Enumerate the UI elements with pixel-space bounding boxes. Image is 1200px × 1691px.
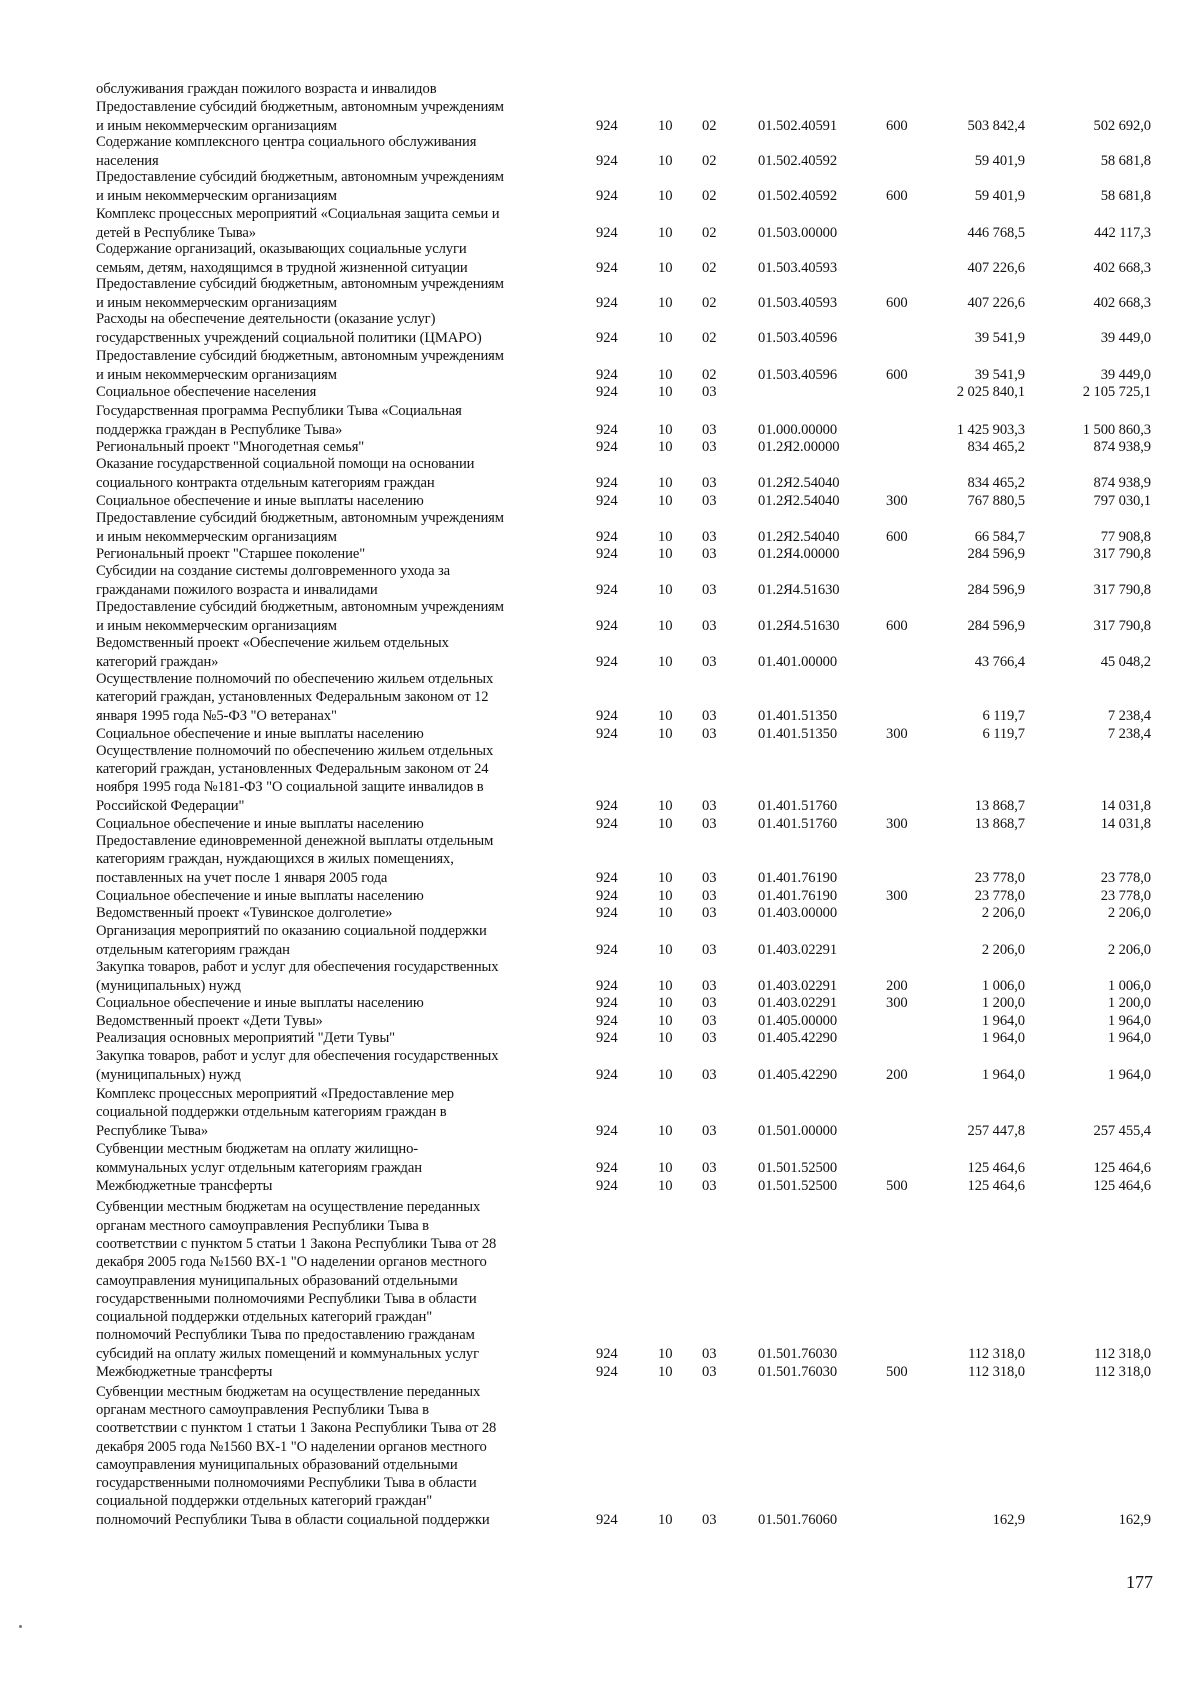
section-code: 10 <box>658 421 673 438</box>
dept-code: 924 <box>596 366 618 383</box>
section-code: 10 <box>658 653 673 670</box>
amount-year-2: 1 006,0 <box>1107 977 1151 994</box>
dept-code: 924 <box>596 1177 618 1194</box>
amount-year-1: 503 842,4 <box>967 117 1025 134</box>
row-description: Реализация основных мероприятий "Дети Тувы" <box>96 1029 396 1046</box>
subsection-code: 02 <box>702 259 717 276</box>
amount-year-1: 407 226,6 <box>967 294 1025 311</box>
amount-year-1: 834 465,2 <box>967 438 1025 455</box>
target-article-code: 01.2Я4.00000 <box>758 545 840 562</box>
section-code: 10 <box>658 581 673 598</box>
target-article-code: 01.503.40596 <box>758 366 838 383</box>
target-article-code: 01.405.42290 <box>758 1029 838 1046</box>
row-description: Содержание организаций, оказывающих социальные услуги семьям, детям, находящимся в трудной жизненной ситуации <box>96 241 468 276</box>
amount-year-1: 1 200,0 <box>981 994 1025 1011</box>
subsection-code: 03 <box>702 994 717 1011</box>
dept-code: 924 <box>596 329 618 346</box>
expense-type-code: 600 <box>886 366 908 383</box>
subsection-code: 03 <box>702 1345 717 1362</box>
amount-year-1: 23 778,0 <box>974 869 1025 886</box>
section-code: 10 <box>658 117 673 134</box>
subsection-code: 02 <box>702 117 717 134</box>
target-article-code: 01.401.51760 <box>758 797 838 814</box>
section-code: 10 <box>658 887 673 904</box>
amount-year-1: 13 868,7 <box>974 815 1025 832</box>
amount-year-1: 834 465,2 <box>967 474 1025 491</box>
dept-code: 924 <box>596 941 618 958</box>
subsection-code: 03 <box>702 707 717 724</box>
amount-year-2: 257 455,4 <box>1093 1122 1151 1139</box>
amount-year-1: 284 596,9 <box>967 545 1025 562</box>
amount-year-2: 23 778,0 <box>1100 869 1151 886</box>
dept-code: 924 <box>596 294 618 311</box>
amount-year-1: 66 584,7 <box>974 528 1025 545</box>
section-code: 10 <box>658 994 673 1011</box>
subsection-code: 02 <box>702 187 717 204</box>
amount-year-1: 6 119,7 <box>982 725 1025 742</box>
subsection-code: 03 <box>702 492 717 509</box>
amount-year-1: 13 868,7 <box>974 797 1025 814</box>
target-article-code: 01.2Я2.54040 <box>758 474 840 491</box>
amount-year-1: 112 318,0 <box>968 1363 1025 1380</box>
row-description: Закупка товаров, работ и услуг для обеспечения государственных (муниципальных) нужд <box>96 1048 499 1083</box>
target-article-code: 01.401.51350 <box>758 707 838 724</box>
section-code: 10 <box>658 1159 673 1176</box>
amount-year-2: 402 668,3 <box>1093 259 1151 276</box>
subsection-code: 03 <box>702 725 717 742</box>
target-article-code: 01.2Я2.54040 <box>758 492 840 509</box>
amount-year-2: 874 938,9 <box>1093 438 1151 455</box>
target-article-code: 01.000.00000 <box>758 421 838 438</box>
row-description: Межбюджетные трансферты <box>96 1363 273 1380</box>
subsection-code: 03 <box>702 1012 717 1029</box>
amount-year-2: 58 681,8 <box>1100 187 1151 204</box>
expense-type-code: 300 <box>886 815 908 832</box>
dept-code: 924 <box>596 1029 618 1046</box>
section-code: 10 <box>658 1012 673 1029</box>
target-article-code: 01.403.02291 <box>758 994 838 1011</box>
subsection-code: 03 <box>702 977 717 994</box>
row-description: Комплекс процессных мероприятий «Социальная защита семьи и детей в Республике Тыва» <box>96 206 500 241</box>
section-code: 10 <box>658 474 673 491</box>
amount-year-2: 502 692,0 <box>1093 117 1151 134</box>
amount-year-2: 7 238,4 <box>1107 707 1151 724</box>
amount-year-1: 1 964,0 <box>981 1012 1025 1029</box>
amount-year-1: 112 318,0 <box>968 1345 1025 1362</box>
amount-year-1: 1 006,0 <box>981 977 1025 994</box>
dept-code: 924 <box>596 887 618 904</box>
subsection-code: 03 <box>702 1363 717 1380</box>
row-description: Предоставление субсидий бюджетным, автономным учреждениям и иным некоммерческим организациям <box>96 599 504 634</box>
amount-year-1: 125 464,6 <box>967 1177 1025 1194</box>
row-description: Предоставление субсидий бюджетным, автономным учреждениям и иным некоммерческим организациям <box>96 348 504 383</box>
amount-year-2: 162,9 <box>1118 1511 1151 1528</box>
amount-year-1: 2 025 840,1 <box>956 383 1025 400</box>
row-description: Субсидии на создание системы долговременного ухода за гражданами пожилого возраста и инвалидами <box>96 563 451 598</box>
amount-year-2: 402 668,3 <box>1093 294 1151 311</box>
target-article-code: 01.401.51350 <box>758 725 838 742</box>
dept-code: 924 <box>596 545 618 562</box>
subsection-code: 03 <box>702 904 717 921</box>
amount-year-2: 23 778,0 <box>1100 887 1151 904</box>
target-article-code: 01.2Я2.54040 <box>758 528 840 545</box>
subsection-code: 02 <box>702 224 717 241</box>
row-description: Осуществление полномочий по обеспечению жильем отдельных категорий граждан, установленных Федеральным законом от 24 ноября 1995 года №181-ФЗ "О социальной защите инвалидов в Российской Федерации" <box>96 742 494 814</box>
subsection-code: 03 <box>702 797 717 814</box>
row-description: Социальное обеспечение и иные выплаты населению <box>96 887 424 904</box>
section-code: 10 <box>658 187 673 204</box>
target-article-code: 01.403.02291 <box>758 977 838 994</box>
amount-year-2: 125 464,6 <box>1093 1177 1151 1194</box>
expense-type-code: 300 <box>886 492 908 509</box>
subsection-code: 02 <box>702 329 717 346</box>
row-description: Субвенции местным бюджетам на оплату жилищно- коммунальных услуг отдельным категориям граждан <box>96 1141 422 1176</box>
section-code: 10 <box>658 224 673 241</box>
amount-year-1: 284 596,9 <box>967 581 1025 598</box>
amount-year-2: 797 030,1 <box>1093 492 1151 509</box>
row-description: Расходы на обеспечение деятельности (оказание услуг) государственных учреждений социальной политики (ЦМАРО) <box>96 311 482 346</box>
target-article-code: 01.403.02291 <box>758 941 838 958</box>
dept-code: 924 <box>596 259 618 276</box>
subsection-code: 02 <box>702 294 717 311</box>
section-code: 10 <box>658 977 673 994</box>
amount-year-2: 2 206,0 <box>1107 904 1151 921</box>
amount-year-2: 14 031,8 <box>1100 797 1151 814</box>
section-code: 10 <box>658 366 673 383</box>
subsection-code: 03 <box>702 887 717 904</box>
amount-year-2: 317 790,8 <box>1093 545 1151 562</box>
expense-type-code: 600 <box>886 528 908 545</box>
amount-year-2: 77 908,8 <box>1100 528 1151 545</box>
row-description: Предоставление субсидий бюджетным, автономным учреждениям и иным некоммерческим организациям <box>96 169 504 204</box>
row-description: Межбюджетные трансферты <box>96 1177 273 1194</box>
section-code: 10 <box>658 1177 673 1194</box>
section-code: 10 <box>658 815 673 832</box>
amount-year-2: 14 031,8 <box>1100 815 1151 832</box>
subsection-code: 03 <box>702 869 717 886</box>
row-description: Социальное обеспечение и иные выплаты населению <box>96 725 424 742</box>
section-code: 10 <box>658 492 673 509</box>
amount-year-1: 6 119,7 <box>982 707 1025 724</box>
dept-code: 924 <box>596 815 618 832</box>
amount-year-2: 1 964,0 <box>1107 1029 1151 1046</box>
target-article-code: 01.503.40593 <box>758 259 838 276</box>
row-description: Предоставление субсидий бюджетным, автономным учреждениям и иным некоммерческим организациям <box>96 276 504 311</box>
section-code: 10 <box>658 1345 673 1362</box>
dept-code: 924 <box>596 707 618 724</box>
dept-code: 924 <box>596 581 618 598</box>
subsection-code: 02 <box>702 366 717 383</box>
section-code: 10 <box>658 904 673 921</box>
subsection-code: 03 <box>702 617 717 634</box>
subsection-code: 03 <box>702 581 717 598</box>
subsection-code: 03 <box>702 1066 717 1083</box>
row-description: Предоставление единовременной денежной выплаты отдельным категориям граждан, нуждающихся в жилых помещениях, поставленных на учет после 1 января 2005 года <box>96 833 494 886</box>
section-code: 10 <box>658 1363 673 1380</box>
section-code: 10 <box>658 617 673 634</box>
amount-year-2: 317 790,8 <box>1093 617 1151 634</box>
subsection-code: 03 <box>702 1122 717 1139</box>
subsection-code: 03 <box>702 383 717 400</box>
dept-code: 924 <box>596 1066 618 1083</box>
expense-type-code: 500 <box>886 1363 908 1380</box>
target-article-code: 01.502.40591 <box>758 117 838 134</box>
target-article-code: 01.503.40593 <box>758 294 838 311</box>
subsection-code: 03 <box>702 1511 717 1528</box>
dept-code: 924 <box>596 617 618 634</box>
row-description: Ведомственный проект «Дети Тувы» <box>96 1012 323 1029</box>
target-article-code: 01.405.42290 <box>758 1066 838 1083</box>
amount-year-2: 45 048,2 <box>1100 653 1151 670</box>
row-description: Социальное обеспечение и иные выплаты населению <box>96 492 424 509</box>
section-code: 10 <box>658 545 673 562</box>
amount-year-1: 767 880,5 <box>967 492 1025 509</box>
dept-code: 924 <box>596 152 618 169</box>
dept-code: 924 <box>596 474 618 491</box>
amount-year-2: 1 200,0 <box>1107 994 1151 1011</box>
amount-year-1: 39 541,9 <box>974 366 1025 383</box>
dept-code: 924 <box>596 421 618 438</box>
dept-code: 924 <box>596 117 618 134</box>
amount-year-1: 43 766,4 <box>974 653 1025 670</box>
row-description: Ведомственный проект «Тувинское долголетие» <box>96 904 393 921</box>
section-code: 10 <box>658 797 673 814</box>
row-description: Комплекс процессных мероприятий «Предоставление мер социальной поддержки отдельным категориям граждан в Республике Тыва» <box>96 1086 454 1139</box>
section-code: 10 <box>658 869 673 886</box>
target-article-code: 01.502.40592 <box>758 152 838 169</box>
amount-year-1: 2 206,0 <box>981 941 1025 958</box>
section-code: 10 <box>658 259 673 276</box>
expense-type-code: 200 <box>886 1066 908 1083</box>
section-code: 10 <box>658 941 673 958</box>
target-article-code: 01.501.52500 <box>758 1159 838 1176</box>
dept-code: 924 <box>596 994 618 1011</box>
expense-type-code: 300 <box>886 887 908 904</box>
amount-year-2: 1 964,0 <box>1107 1066 1151 1083</box>
subsection-code: 03 <box>702 941 717 958</box>
subsection-code: 03 <box>702 1177 717 1194</box>
dept-code: 924 <box>596 224 618 241</box>
subsection-code: 03 <box>702 815 717 832</box>
amount-year-2: 112 318,0 <box>1094 1345 1151 1362</box>
row-description: Закупка товаров, работ и услуг для обеспечения государственных (муниципальных) нужд <box>96 959 499 994</box>
scan-speck <box>19 1625 22 1628</box>
dept-code: 924 <box>596 869 618 886</box>
expense-type-code: 600 <box>886 117 908 134</box>
dept-code: 924 <box>596 797 618 814</box>
page-number: 177 <box>1126 1572 1153 1592</box>
amount-year-2: 39 449,0 <box>1100 329 1151 346</box>
target-article-code: 01.401.76190 <box>758 887 838 904</box>
section-code: 10 <box>658 294 673 311</box>
amount-year-2: 2 105 725,1 <box>1082 383 1151 400</box>
row-description: Региональный проект "Многодетная семья" <box>96 438 365 455</box>
amount-year-2: 58 681,8 <box>1100 152 1151 169</box>
row-description: Государственная программа Республики Тыва «Социальная поддержка граждан в Республике Тыва» <box>96 403 462 438</box>
row-description: Социальное обеспечение и иные выплаты населению <box>96 994 424 1011</box>
target-article-code: 01.501.76030 <box>758 1363 838 1380</box>
row-description: Организация мероприятий по оказанию социальной поддержки отдельным категориям граждан <box>96 923 487 958</box>
target-article-code: 01.401.00000 <box>758 653 838 670</box>
target-article-code: 01.501.76060 <box>758 1511 838 1528</box>
section-code: 10 <box>658 383 673 400</box>
amount-year-2: 1 500 860,3 <box>1082 421 1151 438</box>
amount-year-2: 874 938,9 <box>1093 474 1151 491</box>
section-code: 10 <box>658 152 673 169</box>
target-article-code: 01.2Я2.00000 <box>758 438 840 455</box>
dept-code: 924 <box>596 187 618 204</box>
target-article-code: 01.2Я4.51630 <box>758 617 840 634</box>
amount-year-1: 23 778,0 <box>974 887 1025 904</box>
dept-code: 924 <box>596 977 618 994</box>
row-description: Социальное обеспечение населения <box>96 383 317 400</box>
target-article-code: 01.501.00000 <box>758 1122 838 1139</box>
section-code: 10 <box>658 707 673 724</box>
amount-year-1: 59 401,9 <box>974 152 1025 169</box>
amount-year-2: 39 449,0 <box>1100 366 1151 383</box>
dept-code: 924 <box>596 383 618 400</box>
subsection-code: 03 <box>702 1029 717 1046</box>
target-article-code: 01.401.51760 <box>758 815 838 832</box>
expense-type-code: 600 <box>886 617 908 634</box>
expense-type-code: 500 <box>886 1177 908 1194</box>
dept-code: 924 <box>596 904 618 921</box>
amount-year-2: 1 964,0 <box>1107 1012 1151 1029</box>
amount-year-2: 317 790,8 <box>1093 581 1151 598</box>
row-description: Оказание государственной социальной помощи на основании социального контракта отдельным категориям граждан <box>96 456 475 491</box>
row-description: Субвенции местным бюджетам на осуществление переданных органам местного самоуправления Республики Тыва в соответствии с пунктом 1 статьи 1 Закона Республики Тыва от 28 декабря 2005 года №1560 ВХ-1 "О наделении органов местного самоуправления муниципальных образований отдельными государственными полномочиями Республики Тыва в области социальной поддержки отдельных категорий граждан" полномочий Республики Тыва в области социальной поддержки <box>96 1383 497 1528</box>
amount-year-1: 284 596,9 <box>967 617 1025 634</box>
expense-type-code: 200 <box>886 977 908 994</box>
amount-year-1: 2 206,0 <box>981 904 1025 921</box>
target-article-code: 01.503.40596 <box>758 329 838 346</box>
dept-code: 924 <box>596 653 618 670</box>
section-code: 10 <box>658 1066 673 1083</box>
dept-code: 924 <box>596 1159 618 1176</box>
dept-code: 924 <box>596 438 618 455</box>
subsection-code: 02 <box>702 152 717 169</box>
amount-year-1: 446 768,5 <box>967 224 1025 241</box>
subsection-code: 03 <box>702 438 717 455</box>
subsection-code: 03 <box>702 1159 717 1176</box>
section-code: 10 <box>658 528 673 545</box>
target-article-code: 01.405.00000 <box>758 1012 838 1029</box>
dept-code: 924 <box>596 1012 618 1029</box>
amount-year-1: 407 226,6 <box>967 259 1025 276</box>
amount-year-1: 257 447,8 <box>967 1122 1025 1139</box>
target-article-code: 01.503.00000 <box>758 224 838 241</box>
target-article-code: 01.2Я4.51630 <box>758 581 840 598</box>
dept-code: 924 <box>596 725 618 742</box>
row-description: Субвенции местным бюджетам на осуществление переданных органам местного самоуправления Республики Тыва в соответствии с пунктом 5 статьи 1 Закона Республики Тыва от 28 декабря 2005 года №1560 ВХ-1 "О наделении органов местного самоуправления муниципальных образований отдельными государственными полномочиями Республики Тыва в области социальной поддержки отдельных категорий граждан" полномочий Республики Тыва по предоставлению гражданам субсидий на оплату жилых помещений и коммунальных услуг <box>96 1199 497 1362</box>
row-description: Предоставление субсидий бюджетным, автономным учреждениям и иным некоммерческим организациям <box>96 99 504 134</box>
amount-year-2: 112 318,0 <box>1094 1363 1151 1380</box>
subsection-code: 03 <box>702 653 717 670</box>
row-description: Социальное обеспечение и иные выплаты населению <box>96 815 424 832</box>
section-code: 10 <box>658 329 673 346</box>
dept-code: 924 <box>596 528 618 545</box>
target-article-code: 01.501.76030 <box>758 1345 838 1362</box>
expense-type-code: 600 <box>886 294 908 311</box>
expense-type-code: 600 <box>886 187 908 204</box>
subsection-code: 03 <box>702 421 717 438</box>
target-article-code: 01.403.00000 <box>758 904 838 921</box>
expense-type-code: 300 <box>886 994 908 1011</box>
section-code: 10 <box>658 725 673 742</box>
section-code: 10 <box>658 438 673 455</box>
dept-code: 924 <box>596 1345 618 1362</box>
expense-type-code: 300 <box>886 725 908 742</box>
section-code: 10 <box>658 1511 673 1528</box>
amount-year-1: 1 964,0 <box>981 1029 1025 1046</box>
amount-year-1: 39 541,9 <box>974 329 1025 346</box>
section-code: 10 <box>658 1122 673 1139</box>
row-description: Ведомственный проект «Обеспечение жильем отдельных категорий граждан» <box>96 635 449 670</box>
row-description: Региональный проект "Старшее поколение" <box>96 545 366 562</box>
amount-year-2: 2 206,0 <box>1107 941 1151 958</box>
row-description: Содержание комплексного центра социального обслуживания населения <box>96 134 477 169</box>
dept-code: 924 <box>596 1122 618 1139</box>
target-article-code: 01.401.76190 <box>758 869 838 886</box>
amount-year-2: 7 238,4 <box>1107 725 1151 742</box>
amount-year-1: 125 464,6 <box>967 1159 1025 1176</box>
amount-year-1: 1 964,0 <box>981 1066 1025 1083</box>
section-code: 10 <box>658 1029 673 1046</box>
subsection-code: 03 <box>702 528 717 545</box>
target-article-code: 01.501.52500 <box>758 1177 838 1194</box>
row-description: Предоставление субсидий бюджетным, автономным учреждениям и иным некоммерческим организациям <box>96 510 504 545</box>
subsection-code: 03 <box>702 545 717 562</box>
row-description: Осуществление полномочий по обеспечению жильем отдельных категорий граждан, установленных Федеральным законом от 12 января 1995 года №5-ФЗ "О ветеранах" <box>96 671 494 724</box>
amount-year-1: 162,9 <box>992 1511 1025 1528</box>
target-article-code: 01.502.40592 <box>758 187 838 204</box>
dept-code: 924 <box>596 1363 618 1380</box>
row-description: обслуживания граждан пожилого возраста и инвалидов <box>96 80 437 97</box>
dept-code: 924 <box>596 492 618 509</box>
amount-year-1: 59 401,9 <box>974 187 1025 204</box>
dept-code: 924 <box>596 1511 618 1528</box>
amount-year-1: 1 425 903,3 <box>956 421 1025 438</box>
subsection-code: 03 <box>702 474 717 491</box>
amount-year-2: 442 117,3 <box>1094 224 1151 241</box>
amount-year-2: 125 464,6 <box>1093 1159 1151 1176</box>
